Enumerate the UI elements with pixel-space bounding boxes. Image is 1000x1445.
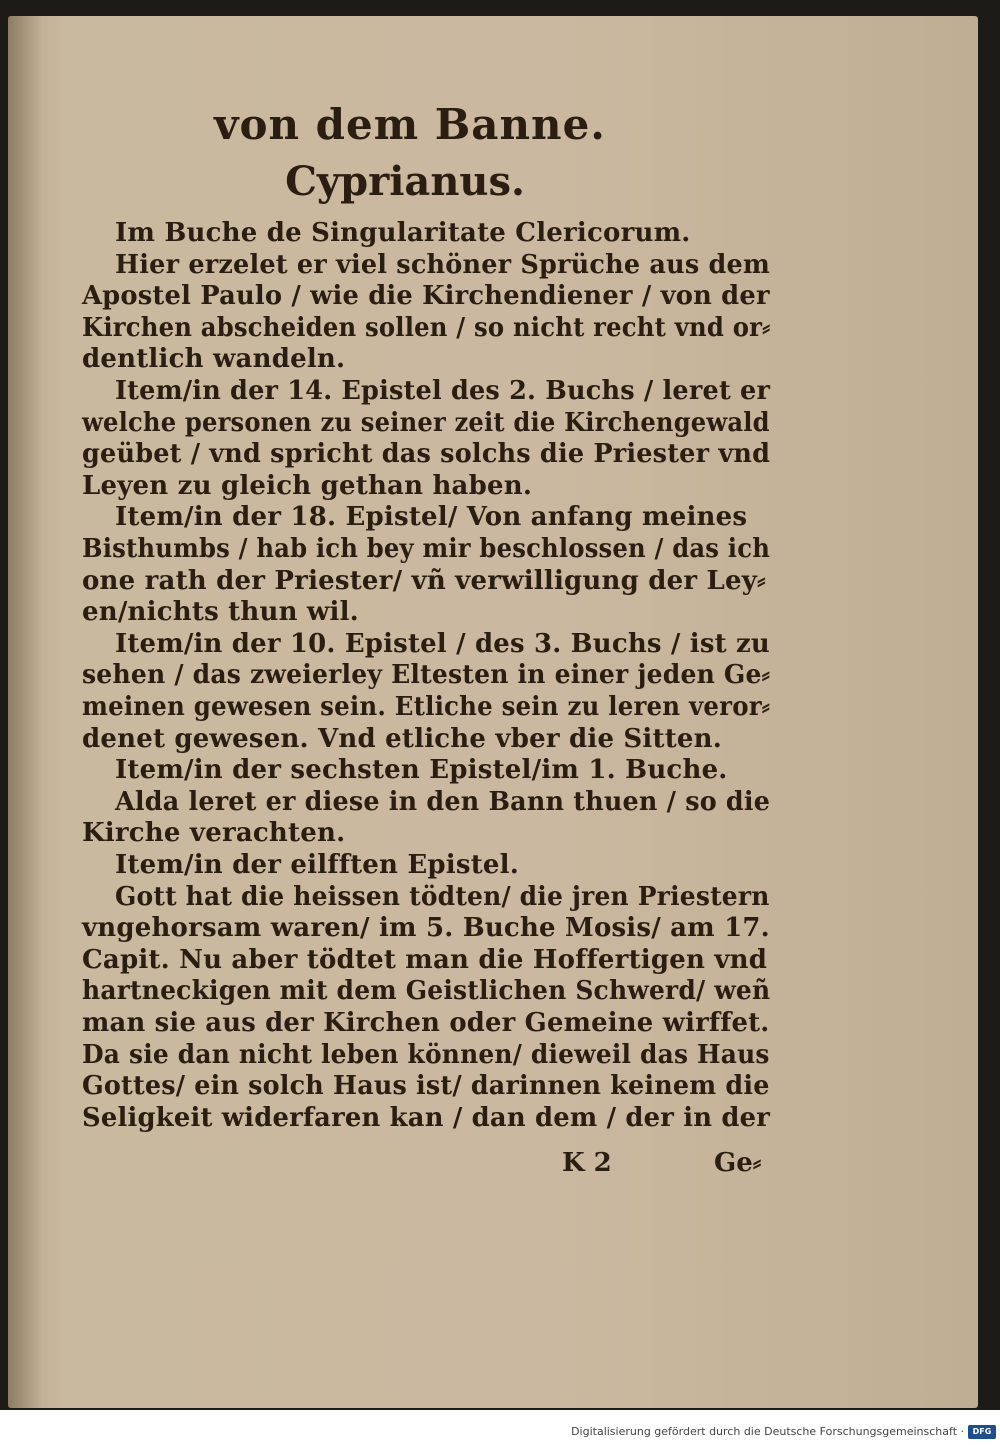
text-line: Leyen zu gleich gethan haben. bbox=[82, 470, 533, 501]
text-line: Apostel Paulo / wie die Kirchendiener / von der bbox=[82, 281, 770, 312]
text-line: Item/in der eilfften Epistel. bbox=[115, 850, 519, 880]
text-line: Item/in der sechsten Epistel/im 1. Buche. bbox=[115, 755, 728, 786]
text-line: Item/in der 14. Epistel des 2. Buchs / leret er bbox=[115, 376, 771, 406]
text-line: hartneckigen mit dem Geistlichen Schwerd/ weñ bbox=[82, 976, 771, 1007]
catchword: Ge⸗ bbox=[714, 1148, 762, 1178]
text-line: Gottes/ ein solch Haus ist/ darinnen keinem die bbox=[82, 1071, 770, 1102]
text-line: one rath der Priester/ vñ verwilligung der Ley⸗ bbox=[82, 565, 766, 596]
footer-bar bbox=[0, 1422, 1000, 1444]
text-line: dentlich wandeln. bbox=[82, 344, 346, 375]
text-line: Kirchen abscheiden sollen / so nicht recht vnd or⸗ bbox=[82, 312, 771, 343]
text-line: man sie aus der Kirchen oder Gemeine wirffet. bbox=[82, 1008, 770, 1038]
text-line: sehen / das zweierley Eltesten in einer jeden Ge⸗ bbox=[82, 660, 771, 691]
text-line: Da sie dan nicht leben können/ dieweil das Haus bbox=[82, 1039, 770, 1070]
text-line: vngehorsam waren/ im 5. Buche Mosis/ am 17. bbox=[82, 913, 770, 944]
text-line: welche personen zu seiner zeit die Kirchengewald bbox=[82, 407, 770, 438]
dfg-logo-icon: DFG bbox=[968, 1425, 996, 1439]
text-line: Item/in der 18. Epistel/ Von anfang meines bbox=[115, 502, 748, 533]
text-line: Im Buche de Singularitate Clericorum. bbox=[115, 218, 691, 248]
text-line: Hier erzelet er viel schöner Sprüche aus dem bbox=[115, 249, 771, 280]
text-line: geübet / vnd spricht das solchs die Priester vnd bbox=[82, 439, 771, 470]
signature-mark: K 2 bbox=[562, 1148, 612, 1178]
running-head: von dem Banne. bbox=[214, 100, 606, 149]
text-line: Gott hat die heissen tödten/ die jren Priestern bbox=[115, 881, 770, 912]
text-line: Capit. Nu aber tödtet man die Hoffertigen vnd bbox=[82, 944, 768, 975]
text-line: Seligkeit widerfaren kan / dan dem / der in der bbox=[82, 1102, 771, 1133]
text-line: Item/in der 10. Epistel / des 3. Buchs / ist zu bbox=[115, 628, 770, 659]
text-line: Bisthumbs / hab ich bey mir beschlossen / das ich bbox=[82, 534, 771, 564]
text-line: en/nichts thun wil. bbox=[82, 597, 359, 628]
footer-credit: Digitalisierung gefördert durch die Deutsche Forschungsgemeinschaft · bbox=[571, 1425, 964, 1438]
text-line: Kirche verachten. bbox=[82, 818, 346, 849]
section-title: Cyprianus. bbox=[285, 158, 525, 205]
text-line: Alda leret er diese in den Bann thuen / so die bbox=[115, 786, 771, 817]
text-line: meinen gewesen sein. Etliche sein zu leren veror⸗ bbox=[82, 692, 771, 722]
text-line: denet gewesen. Vnd etliche vber die Sitten. bbox=[82, 723, 723, 754]
